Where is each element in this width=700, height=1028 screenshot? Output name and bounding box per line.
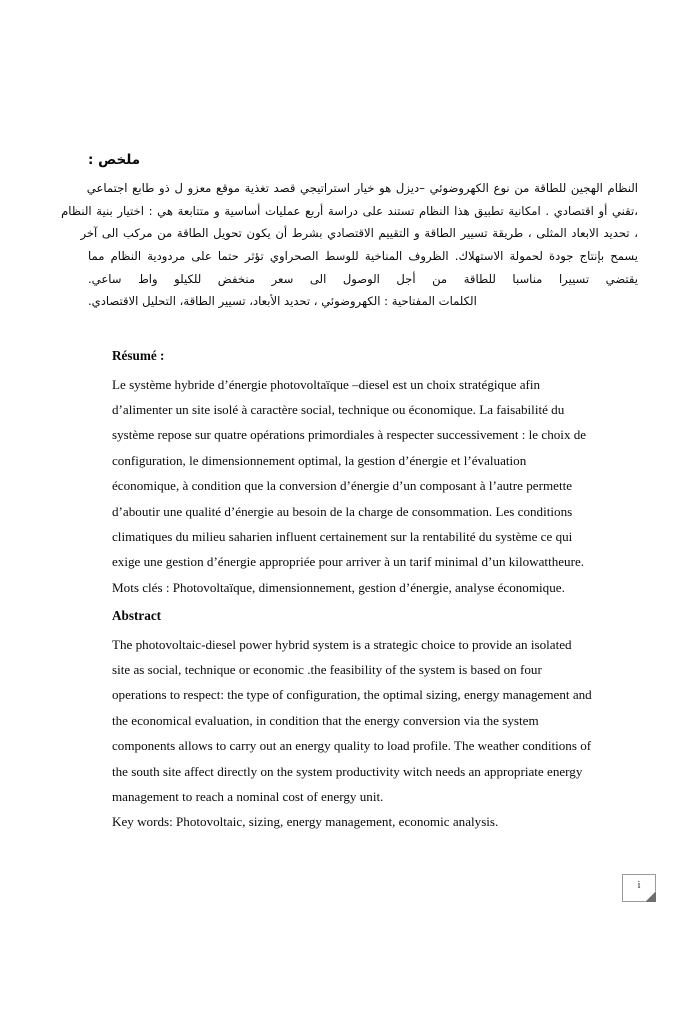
arabic-keywords-line: الكلمات المفتاحية : الكهروضوئي ، تحديد الأبعاد، تسيير الطاقة، التحليل الاقتصادي. [88, 294, 477, 309]
arabic-line: يسمح بإنتاج جودة لحمولة الاستهلاك. الظروف المناخية للوسط الصحراوي تؤثر حتما على مردودية النظام مما [88, 248, 638, 263]
arabic-line: النظام الهجين للطاقة من نوع الكهروضوئي –ديزل هو خيار استراتيجي قصد تغذية موقع معزو ل ذو طابع اجتماعي [86, 181, 638, 196]
resume-line: climatiques du milieu saharien influent certainement sur la rentabilité du système ce qui [112, 528, 573, 544]
arabic-line: ،تقني أو اقتصادي . امكانية تطبيق هذا النظام تستند على دراسة أربع عمليات أساسية و متتابعة هي : اختيار بنية النظام [61, 203, 638, 218]
page-number-label: i [637, 880, 641, 891]
arabic-heading: ملخص : [88, 152, 141, 168]
resume-line: exige une gestion d’énergie appropriée pour arriver à un tarif minimal d’un kilowattheure. [112, 554, 585, 570]
resume-line: système repose sur quatre opérations primordiales à respecter successivement : le choix de [112, 427, 587, 443]
arabic-abstract-section [61, 152, 638, 313]
resume-line: Le système hybride d’énergie photovoltaïque –diesel est un choix stratégique afin [112, 376, 541, 392]
abstract-line: the south site affect directly on the system productivity witch needs an appropriate energy [112, 763, 583, 779]
arabic-line: ، تحديد الابعاد المثلى ، طريقة تسيير الطاقة و التقييم الاقتصادي بشرط أن يكون تحويل الطاقة من مركب الى آخر [80, 226, 638, 241]
resume-line: d’alimenter un site isolé à caractère social, technique ou économique. La faisabilité du [112, 401, 565, 417]
abstract-line: management to reach a nominal cost of energy unit. [112, 788, 384, 804]
arabic-line: يقتضي تسييرا مناسبا للطاقة من أجل الوصول الى سعر منخفض للكيلو واط ساعي. [88, 271, 638, 286]
abstract-keywords-line: Key words: Photovoltaic, sizing, energy management, economic analysis. [112, 814, 499, 830]
abstract-line: components allows to carry out an energy quality to load profile. The weather conditions of [112, 738, 592, 754]
english-abstract-section [112, 608, 638, 835]
resume-keywords-line: Mots clés : Photovoltaïque, dimensionnement, gestion d’énergie, analyse économique. [112, 579, 565, 595]
french-resume-section [112, 348, 638, 600]
resume-line: économique, à condition que la conversion d’énergie d’un composant à l’autre permette [112, 478, 573, 494]
abstract-body-paragraph [112, 632, 638, 810]
abstract-line: site as social, technique or economic .the feasibility of the system is based on four [112, 661, 542, 677]
arabic-body-paragraph [61, 177, 638, 290]
abstract-line: the economical evaluation, in condition that the energy conversion via the system [112, 712, 539, 728]
resume-line: d’aboutir une qualité d’énergie au besoin de la charge de consommation. Les conditions [112, 503, 573, 519]
page-fold-corner-highlight-icon [645, 891, 656, 902]
abstract-heading: Abstract [112, 608, 162, 623]
abstract-line: operations to respect: the type of configuration, the optimal sizing, energy management and [112, 687, 592, 703]
resume-body-paragraph [112, 372, 638, 575]
abstract-line: The photovoltaic-diesel power hybrid system is a strategic choice to provide an isolated [112, 636, 572, 652]
resume-line: configuration, le dimensionnement optimal, la gestion d’énergie et l’évaluation [112, 452, 527, 468]
page-number-placeholder [622, 874, 656, 902]
resume-heading: Résumé : [112, 348, 165, 363]
